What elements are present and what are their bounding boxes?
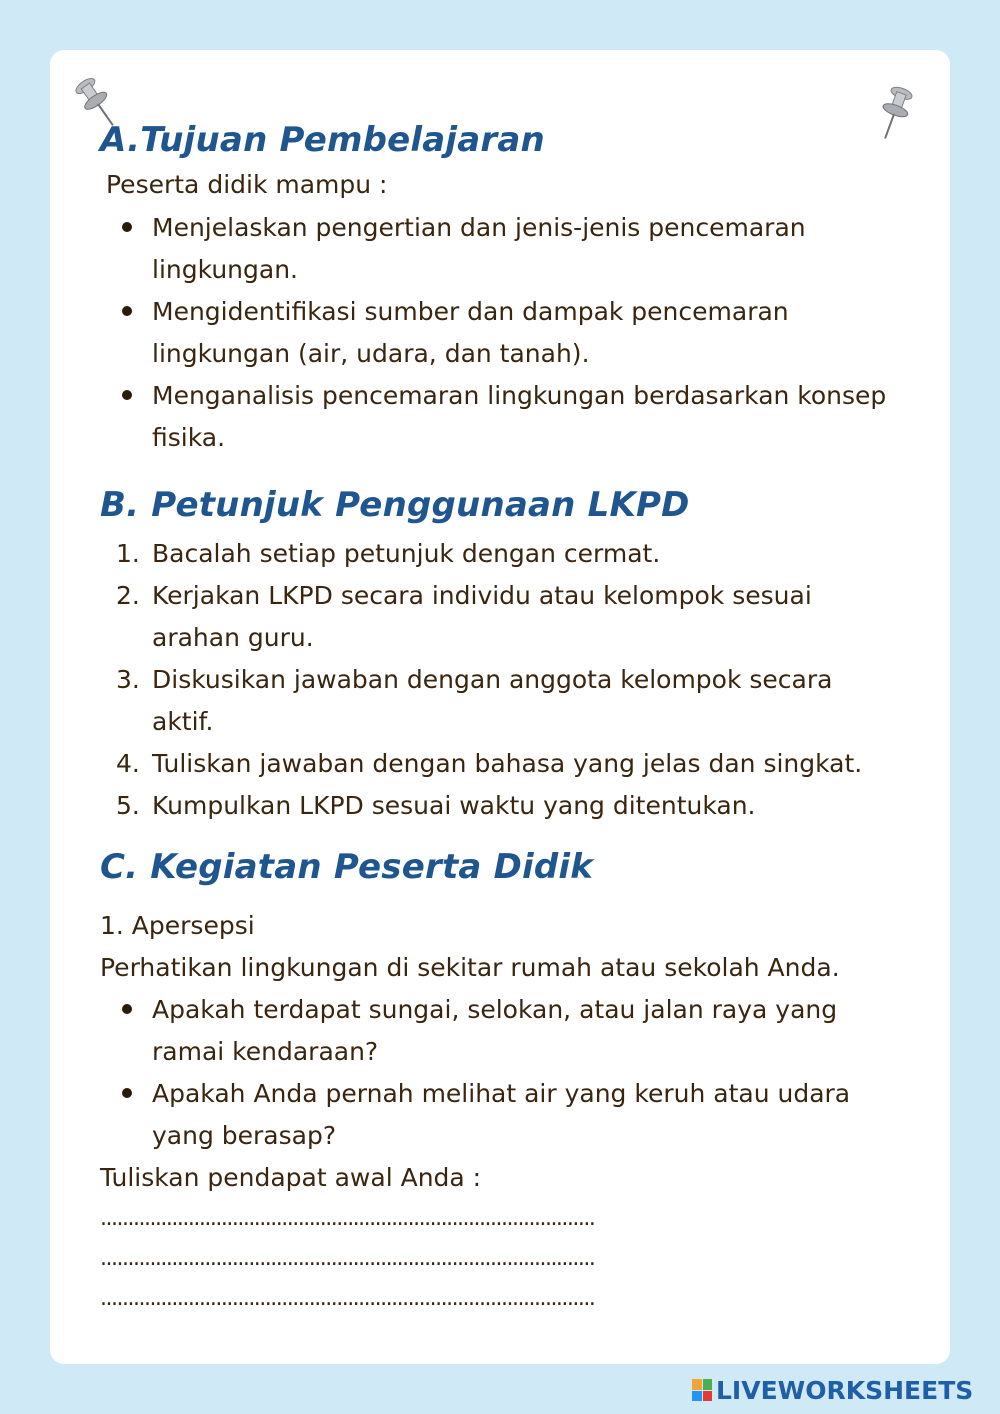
list-item: Apakah Anda pernah melihat air yang keruh atau udara yang berasap? [100,1073,900,1157]
answer-line[interactable]: .......................................................................................... [100,1246,595,1271]
answer-line[interactable]: .......................................................................................... [100,1206,595,1231]
list-item: 3. Diskusikan jawaban dengan anggota kelompok secara aktif. [116,665,833,736]
list-item: 4. Tuliskan jawaban dengan bahasa yang jelas dan singkat. [116,749,863,778]
section-c-title: C. Kegiatan Peserta Didik [100,847,594,887]
apersepsi-heading: 1. Apersepsi [100,911,255,940]
logo-text: LIVEWORKSHEETS [716,1375,974,1405]
answer-label: Tuliskan pendapat awal Anda : [100,1163,482,1192]
list-item: Apakah terdapat sungai, selokan, atau jalan raya yang ramai kendaraan? [100,989,900,1073]
section-a-intro: Peserta didik mampu : [106,170,388,199]
list-item: 2. Kerjakan LKPD secara individu atau kelompok sesuai arahan guru. [116,581,812,652]
liveworksheets-logo-icon [692,1379,712,1401]
learning-objectives-list [100,207,900,459]
list-item: 1. Bacalah setiap petunjuk dengan cermat. [116,539,661,568]
list-item: Menjelaskan pengertian dan jenis-jenis pencemaran lingkungan. [100,207,900,291]
section-a-title: A.Tujuan Pembelajaran [100,120,545,160]
answer-line[interactable]: .......................................................................................... [100,1286,595,1311]
apersepsi-questions [100,989,900,1157]
list-item: Mengidentifikasi sumber dan dampak pencemaran lingkungan (air, udara, dan tanah). [100,291,900,375]
worksheet-content [100,112,900,1319]
liveworksheets-logo[interactable] [692,1374,973,1406]
list-item: Menganalisis pencemaran lingkungan berdasarkan konsep fisika. [100,375,900,459]
section-b-title: B. Petunjuk Penggunaan LKPD [100,485,690,525]
instructions-list [100,533,900,827]
apersepsi-prompt: Perhatikan lingkungan di sekitar rumah atau sekolah Anda. [100,953,840,982]
list-item: 5. Kumpulkan LKPD sesuai waktu yang ditentukan. [116,791,756,820]
